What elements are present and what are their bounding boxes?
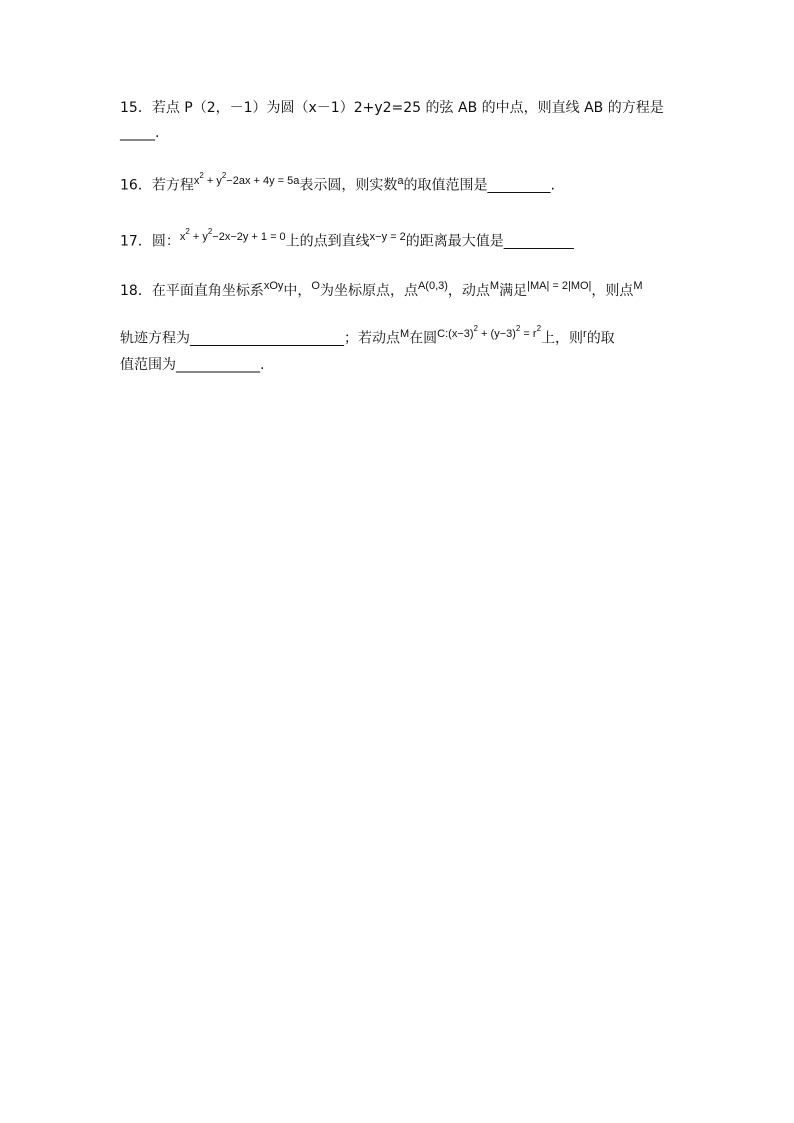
q16-line (120, 173, 555, 197)
q18-sup: 2 (473, 324, 478, 333)
q18-sup: 2 (515, 324, 521, 333)
q16-var-a: a (397, 174, 404, 187)
q18-line2 (120, 326, 615, 350)
q18-text: 满足 (499, 283, 528, 299)
q15-line1 (120, 98, 664, 118)
q18-line1 (120, 281, 643, 302)
q18-point-a: A(0,3) (417, 280, 448, 292)
q18-text: 中， (283, 283, 312, 299)
q16-eq-rest: −2ax + 4y = 5a (226, 174, 300, 187)
q17-line-eq: x−y = 2 (369, 230, 406, 243)
q18-point-m: M (400, 327, 410, 340)
q18-text: . (260, 357, 265, 373)
q18-text: ，则点 (591, 283, 634, 299)
q18-var-r: r (583, 327, 587, 340)
q16-mid: 表示圆，则实数 (299, 177, 398, 194)
q17-equation (179, 227, 286, 243)
q17-eq-y: + y (189, 230, 208, 243)
q15-blank: _____. (120, 125, 160, 141)
q18-blank-2: ____________ (176, 357, 260, 373)
q15-text: 15．若点 P（2，－1）为圆（x－1）2+y2=25 的弦 AB 的中点，则直线 AB 的方程是 (120, 100, 664, 116)
q17-sup: 2 (207, 227, 213, 236)
q16-eq-x: x (193, 174, 200, 187)
q18-line3 (120, 355, 264, 375)
q17-sup: 2 (185, 227, 190, 236)
q16-eq-y: + y (203, 174, 222, 187)
q18-condition: |MA| = 2|MO| (527, 280, 592, 292)
q15-line2 (120, 123, 159, 143)
q18-blank-1: ______________________ (190, 330, 344, 347)
q18-text: 18．在平面直角坐标系 (120, 283, 264, 299)
q18-circle-a: C:(x−3) (437, 327, 474, 340)
q18-circle-c: = r (520, 327, 537, 340)
q18-text: 为坐标原点，点 (319, 283, 418, 299)
q18-text: 轨迹方程为 (120, 330, 190, 347)
q17-mid: 上的点到直线 (285, 233, 370, 250)
q18-text: 在圆 (409, 330, 438, 347)
q18-text: 值范围为 (120, 357, 176, 373)
q18-text: ；若动点 (344, 330, 400, 347)
q16-post: 的取值范围是_________. (403, 177, 555, 194)
q16-sup: 2 (199, 171, 204, 180)
q18-text: ，动点 (447, 283, 490, 299)
q18-text: 上，则 (541, 330, 584, 347)
q17-line (120, 229, 574, 253)
q16-equation (193, 171, 300, 187)
q18-circle-b: + (y−3) (478, 327, 516, 340)
q18-point-m: M (633, 280, 643, 292)
q18-circle-eq (437, 324, 542, 340)
q17-post: 的距离最大值是__________ (405, 233, 574, 250)
q17-eq-x: x (179, 230, 186, 243)
q18-point-m: M (489, 280, 500, 292)
q18-sup: 2 (536, 324, 542, 333)
q16-sup: 2 (221, 171, 227, 180)
q17-eq-rest: −2x−2y + 1 = 0 (212, 230, 286, 243)
q17-label: 17．圆： (120, 233, 180, 250)
q16-label: 16．若方程 (120, 177, 194, 194)
q18-xoy: xOy (263, 280, 284, 292)
q18-origin: O (311, 280, 320, 292)
q18-text: 的取 (586, 330, 615, 347)
